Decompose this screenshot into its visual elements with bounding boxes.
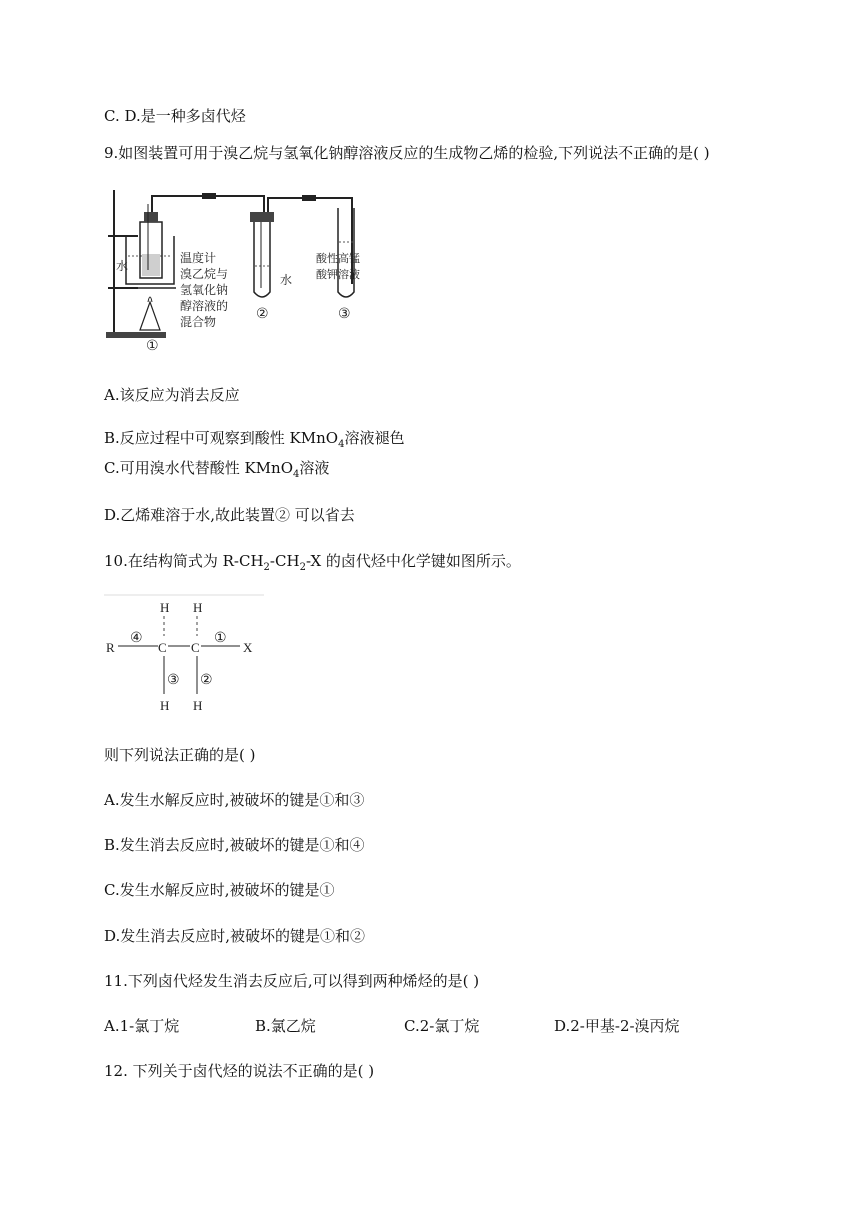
atom-h-bottom-2: H [193,698,203,713]
q10-stem: 10.在结构简式为 $R-CH_2-CH_2-X$ 的卤代烃中化学键如图所示。 [104,552,521,573]
q9-option-c: C.可用溴水代替酸性 KMnO$_4$溶液 [104,459,330,480]
label-tube2-water: 水 [280,273,293,287]
bond-1-label: ① [214,631,227,646]
atom-c2: C [191,640,200,655]
q11-option-a: A.1-氯丁烷 [104,1017,180,1035]
atom-c1: C [158,640,167,655]
label-thermometer: 温度计 [180,251,217,265]
label-number-1: ① [146,338,159,354]
apparatus-figure [104,184,366,356]
q11-stem: 11.下列卤代烃发生消去反应后,可以得到两种烯烃的是( ) [104,972,480,990]
atom-h-bottom-1: H [160,698,170,713]
label-mixture-1: 溴乙烷与 [180,267,229,281]
label-mixture-4: 混合物 [180,315,217,329]
q9-stem: 9.如图装置可用于溴乙烷与氢氧化钠醇溶液反应的生成物乙烯的检验,下列说法不正确的是( ) [104,144,710,162]
bond-4-label: ④ [130,631,143,646]
q10-option-b: B.发生消去反应时,被破坏的键是①和④ [104,836,365,854]
q9-option-b: B.反应过程中可观察到酸性 KMnO$_4$溶液褪色 [104,429,405,450]
q10-option-a: A.发生水解反应时,被破坏的键是①和③ [104,791,365,809]
q9-option-d: D.乙烯难溶于水,故此装置② 可以省去 [104,506,355,524]
q11-option-b: B.氯乙烷 [255,1017,316,1035]
q10-option-d: D.发生消去反应时,被破坏的键是①和② [104,927,366,945]
label-number-3: ③ [338,306,351,322]
q12-stem: 12. 下列关于卤代烃的说法不正确的是( ) [104,1062,375,1080]
bond-diagram [104,594,266,716]
atom-r: R [106,640,115,655]
label-number-2: ② [256,306,269,322]
label-reagent-2: 酸钾溶液 [316,268,360,281]
q8-option-cd: C. D.是一种多卤代烃 [104,107,246,125]
q10-ask: 则下列说法正确的是( ) [104,746,256,764]
q9-option-a: A.该反应为消去反应 [104,386,240,404]
label-water-bath: 水 [116,259,129,273]
bond-3-label: ③ [167,673,180,688]
atom-h-top-2: H [193,600,203,615]
atom-h-top-1: H [160,600,170,615]
label-mixture-3: 醇溶液的 [180,299,229,313]
label-reagent-1: 酸性高锰 [316,252,360,265]
q11-option-c: C.2-氯丁烷 [404,1017,480,1035]
q10-option-c: C.发生水解反应时,被破坏的键是① [104,881,335,899]
atom-x: X [243,640,253,655]
bond-2-label: ② [200,673,213,688]
q11-option-d: D.2-甲基-2-溴丙烷 [554,1017,680,1035]
label-mixture-2: 氢氧化钠 [180,283,229,297]
